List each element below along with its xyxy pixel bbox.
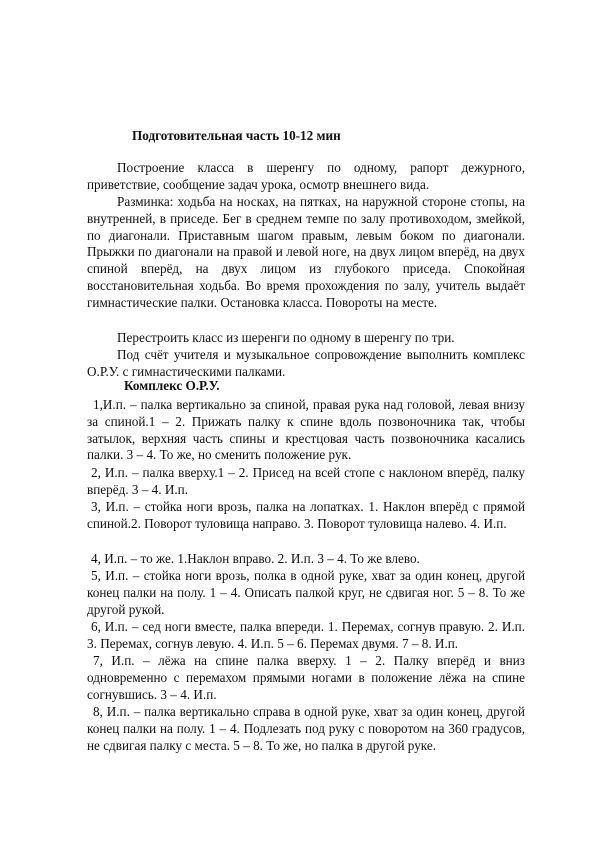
paragraph-rebuild: Перестроить класс из шеренги по одному в шеренгу по три. xyxy=(117,330,455,345)
complex-title: Комплекс О.Р.У. xyxy=(124,378,220,393)
exercise-item-8: 8, И.п. – палка вертикально справа в одной руке, хват за один конец, другой конец палки на полу. 1 – 4. Подлезать под руку с поворотом на 360 градусов, не сдвигая палку с места. 5 – 8. То же, но палка в другой руке. xyxy=(87,704,525,753)
exercise-item-4: 4, И.п. – то же. 1.Наклон вправо. 2. И.п. 3 – 4. То же влево. xyxy=(91,551,420,566)
exercise-item-5: 5, И.п. – стойка ноги врозь, полка в одной руке, хват за один конец, другой конец палки на полу. 1 – 4. Описать палкой круг, не сдвигая ног. 5 – 8. То же другой рукой. xyxy=(87,568,525,617)
exercise-item-1: 1,И.п. – палка вертикально за спиной, правая рука над головой, левая внизу за спиной.1 – 2. Прижать палку к спине вдоль позвоночника так, чтобы затылок, верхняя часть спины и крестцовая часть позвоночника касались палки. 3 – 4. То же, но сменить положение рук. xyxy=(87,397,525,463)
exercise-item-3: 3, И.п. – стойка ноги врозь, палка на лопатках. 1. Наклон вперёд с прямой спиной.2. Поворот туловища направо. 3. Поворот туловища налево. 4. И.п. xyxy=(87,499,525,531)
section-title: Подготовительная часть 10-12 мин xyxy=(132,128,341,143)
exercise-item-6: 6, И.п. – сед ноги вместе, палка впереди. 1. Перемах, согнув правую. 2. И.п. 3. Перемах, согнув левую. 4. И.п. 5 – 6. Перемах двумя. 7 – 8. И.п. xyxy=(87,619,525,651)
exercise-item-7: 7, И.п. – лёжа на спине палка вверху. 1 – 2. Палку вперёд и вниз одновременно с перемахом прямыми ногами в положение лёжа на спине согнувшись. 3 – 4. И.п. xyxy=(87,653,525,702)
exercise-item-2: 2, И.п. – палка вверху.1 – 2. Присед на всей стопе с наклоном вперёд, палку вперёд. 3 – 4. И.п. xyxy=(87,465,525,497)
paragraph-formation: Построение класса в шеренгу по одному, рапорт дежурного, приветствие, сообщение задач урока, осмотр внешнего вида. xyxy=(87,160,525,192)
paragraph-music: Под счёт учителя и музыкальное сопровождение выполнить комплекс О.Р.У. с гимнастическими палками. xyxy=(87,347,525,379)
paragraph-warmup: Разминка: ходьба на носках, на пятках, на наружной стороне стопы, на внутренней, в приседе. Бег в среднем темпе по залу противоходом, змейкой, по диагонали. Приставным шагом правым, левым боком по диагонали. Прыжки по диагонали на правой и левой ноге, на двух лицом вперёд, на двух спиной вперёд, на двух лицом из глубокого приседа. Спокойная восстановительная ходьба. Во время прохождения по залу, учитель выдаёт гимнастические палки. Остановка класса. Повороты на месте. xyxy=(87,194,525,310)
